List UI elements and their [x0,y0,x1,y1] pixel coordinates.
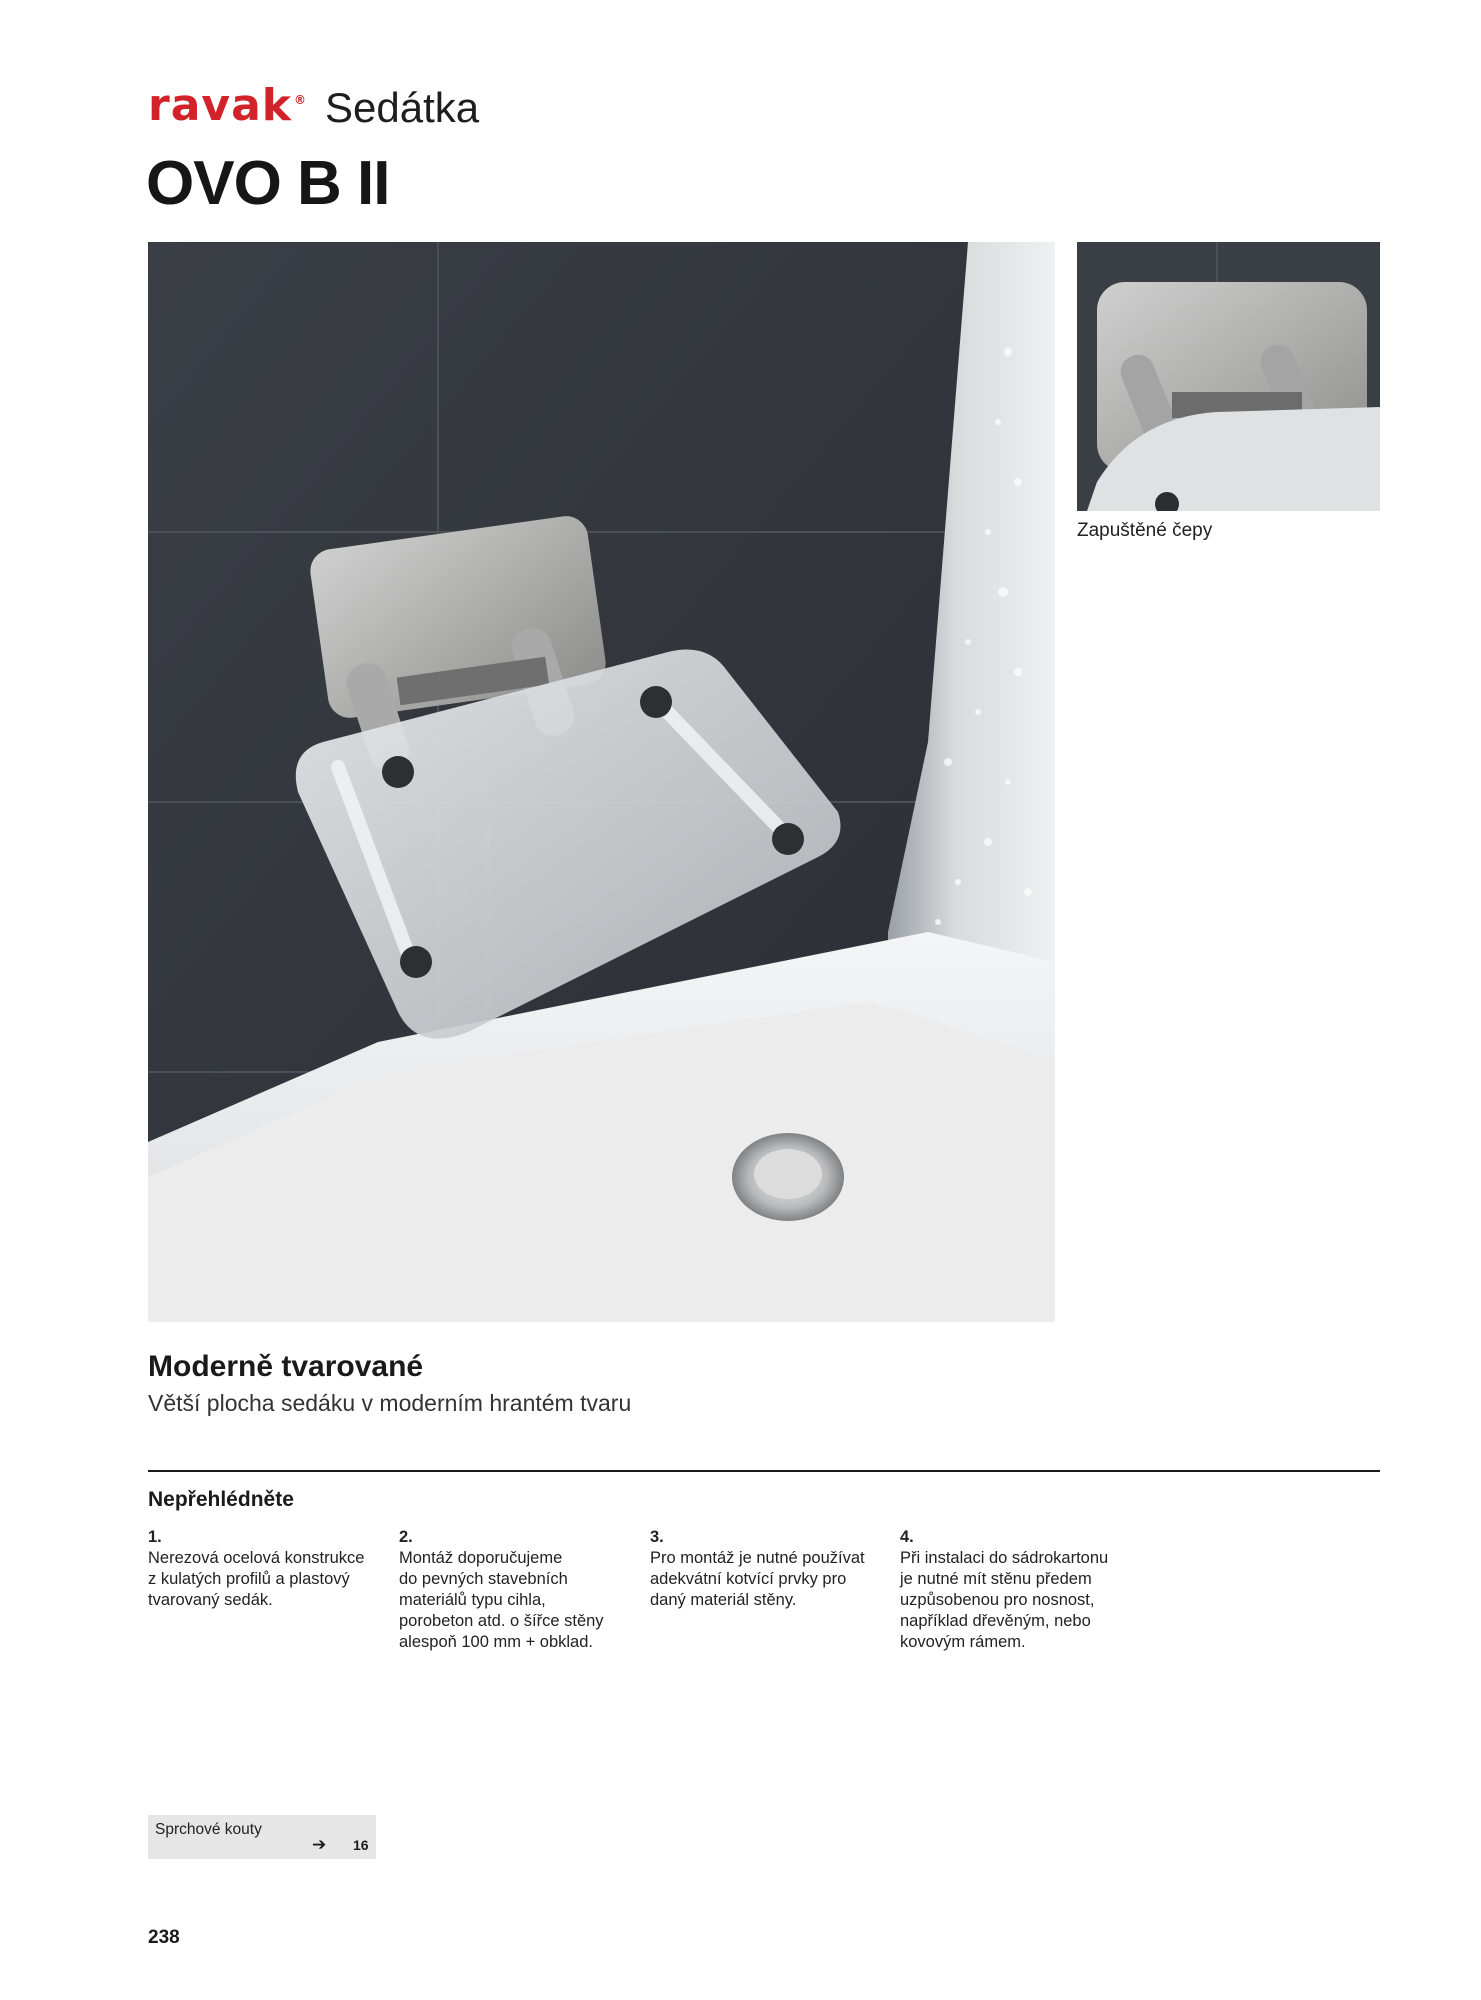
note-3 [650,1527,885,1611]
detail-caption: Zapuštěné čepy [1077,520,1213,541]
cross-reference-page: 16 [353,1837,369,1853]
ravak-logo [148,80,308,131]
note-number: 3. [650,1528,664,1546]
note-number: 2. [399,1528,413,1546]
cross-reference-label: Sprchové kouty [155,1821,262,1838]
feature-title: Moderně tvarované [148,1350,424,1383]
section-title: Sedátka [325,84,480,131]
feature-description: Větší plocha sedáku v moderním hrantém tvaru [148,1390,632,1416]
page-number: 238 [148,1927,180,1948]
detail-photo [1077,242,1380,511]
note-4 [900,1527,1135,1653]
note-text: Montáž doporučujeme do pevných stavebních materiálů typu cihla, porobeton atd. o šířce stěny alespoň 100 mm + obklad. [399,1549,604,1651]
registered-mark: ® [294,93,308,108]
product-title: OVO B II [146,149,390,218]
note-2 [399,1527,634,1653]
header [148,78,479,138]
note-text: Nerezová ocelová konstrukce z kulatých profilů a plastový tvarovaný sedák. [148,1549,365,1609]
note-text: Při instalaci do sádrokartonu je nutné mít stěnu předem uzpůsobenou pro nosnost, například dřevěným, nebo kovovým rámem. [900,1549,1109,1651]
logo-text: ravak [148,80,293,131]
note-1 [148,1527,383,1611]
section-divider [148,1470,1380,1472]
note-text: Pro montáž je nutné používat adekvátní kotvící prvky pro daný materiál stěny. [650,1549,865,1609]
cross-reference-link[interactable] [148,1815,376,1859]
main-product-photo [148,242,1055,1322]
notes-heading: Nepřehlédněte [148,1488,294,1511]
arrow-right-icon: ➔ [312,1835,327,1854]
note-number: 4. [900,1528,914,1546]
note-number: 1. [148,1528,162,1546]
